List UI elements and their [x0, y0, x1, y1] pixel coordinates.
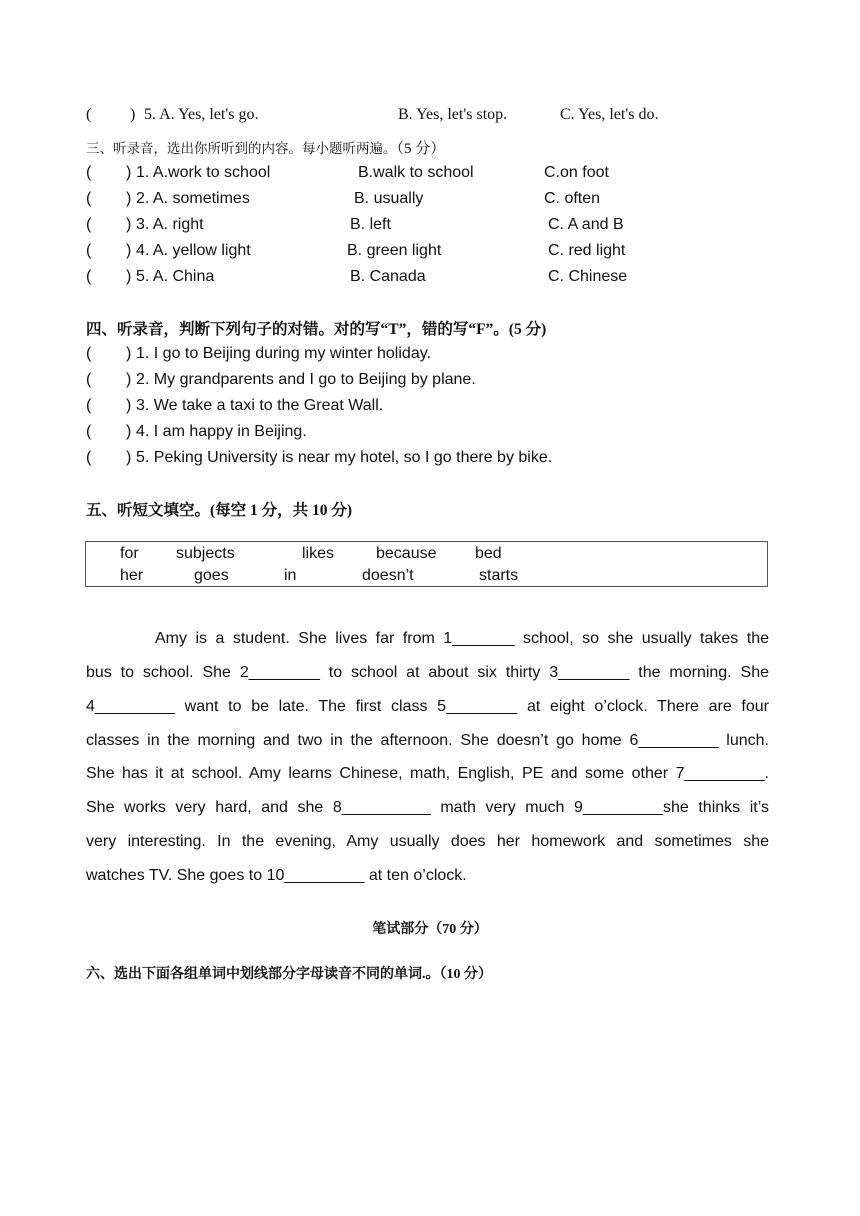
bracket-open: (: [86, 164, 92, 181]
bracket-close: ): [126, 397, 132, 414]
option-c: C. often: [544, 190, 601, 207]
bracket-open: (: [86, 190, 92, 207]
passage-line-8: watches TV. She goes to 10_________ at ten o’clock.: [86, 867, 467, 884]
section3-score: （5 分）: [396, 141, 446, 157]
bracket-open: (: [86, 242, 92, 259]
bracket-close: ): [126, 190, 132, 207]
bracket-close: ): [126, 164, 132, 181]
bracket-close: ): [126, 449, 132, 466]
answer-bracket-close: ): [130, 106, 136, 123]
s4-item-1: [86, 345, 766, 369]
top-question: [86, 106, 786, 126]
option-b: B. Yes, let's stop.: [398, 106, 508, 123]
option-b: B. green light: [347, 242, 442, 259]
s4-item-2: [86, 371, 766, 395]
s3-item-5: [86, 268, 766, 292]
option-c: C. Chinese: [548, 268, 628, 285]
option-a: 4. A. yellow light: [136, 242, 251, 259]
word: in: [284, 567, 297, 584]
statement: 5. Peking University is near my hotel, so I go there by bike.: [136, 449, 553, 466]
option-c: C. Yes, let's do.: [560, 106, 659, 123]
option-c: C. red light: [548, 242, 626, 259]
statement: 3. We take a taxi to the Great Wall.: [136, 397, 384, 414]
s3-item-4: [86, 242, 766, 266]
passage-line-1: Amy is a student. She lives far from 1_______ school, so she usually takes the: [155, 630, 769, 647]
bracket-close: ): [126, 242, 132, 259]
s3-item-1: [86, 164, 766, 188]
option-b: B. left: [350, 216, 391, 233]
bracket-close: ): [126, 268, 132, 285]
section3-title-text: 三、听录音，选出你所听到的内容。每小题听两遍。: [86, 141, 397, 157]
passage-line-2: bus to school. She 2________ to school at about six thirty 3________ the morning. She: [86, 664, 769, 681]
bracket-close: ): [126, 423, 132, 440]
bracket-open: (: [86, 371, 92, 388]
section4-title: 四、听录音，判断下列句子的对错。对的写“T”，错的写“F”。(5 分): [86, 321, 547, 338]
bracket-close: ): [126, 216, 132, 233]
bracket-open: (: [86, 345, 92, 362]
word: her: [120, 567, 144, 584]
option-a: 5. A. China: [136, 268, 215, 285]
statement: 4. I am happy in Beijing.: [136, 423, 307, 440]
bracket-open: (: [86, 449, 92, 466]
option-a: 5. A. Yes, let's go.: [144, 106, 259, 123]
word: likes: [302, 545, 335, 562]
passage-line-4: classes in the morning and two in the afternoon. She doesn’t go home 6_________ lunch.: [86, 732, 769, 749]
option-b: B. Canada: [350, 268, 426, 285]
s4-item-3: [86, 397, 766, 421]
passage-line-7: very interesting. In the evening, Amy usually does her homework and sometimes she: [86, 833, 769, 850]
answer-bracket-open: (: [86, 106, 92, 123]
option-a: 1. A.work to school: [136, 164, 271, 181]
word: goes: [194, 567, 229, 584]
s3-item-3: [86, 216, 766, 240]
bracket-close: ): [126, 371, 132, 388]
option-b: B. usually: [354, 190, 424, 207]
passage-line-3: 4_________ want to be late. The first class 5________ at eight o’clock. There are four: [86, 698, 769, 715]
bracket-close: ): [126, 345, 132, 362]
word: starts: [479, 567, 519, 584]
statement: 2. My grandparents and I go to Beijing by plane.: [136, 371, 476, 388]
bracket-open: (: [86, 423, 92, 440]
section3-title: [86, 137, 445, 158]
option-b: B.walk to school: [358, 164, 474, 181]
word: because: [376, 545, 437, 562]
passage-line-5: She has it at school. Amy learns Chinese, math, English, PE and some other 7_________.: [86, 765, 769, 782]
bracket-open: (: [86, 216, 92, 233]
word: bed: [475, 545, 502, 562]
s4-item-4: [86, 423, 766, 447]
statement: 1. I go to Beijing during my winter holiday.: [136, 345, 431, 362]
word-bank: [85, 541, 768, 587]
s3-item-2: [86, 190, 766, 214]
section6-title: 六、选出下面各组单词中划线部分字母读音不同的单词.。（10 分）: [86, 967, 492, 982]
word: doesn’t: [362, 567, 414, 584]
bracket-open: (: [86, 397, 92, 414]
option-a: 3. A. right: [136, 216, 204, 233]
written-part-heading: 笔试部分（70 分）: [372, 922, 488, 937]
bracket-open: (: [86, 268, 92, 285]
section5-title: 五、听短文填空。(每空 1 分，共 10 分): [86, 502, 353, 519]
word: for: [120, 545, 139, 562]
s4-item-5: [86, 449, 766, 473]
option-c: C.on foot: [544, 164, 609, 181]
word: subjects: [176, 545, 235, 562]
option-a: 2. A. sometimes: [136, 190, 250, 207]
option-c: C. A and B: [548, 216, 624, 233]
passage-line-6: She works very hard, and she 8__________ math very much 9_________she thinks it’s: [86, 799, 769, 816]
